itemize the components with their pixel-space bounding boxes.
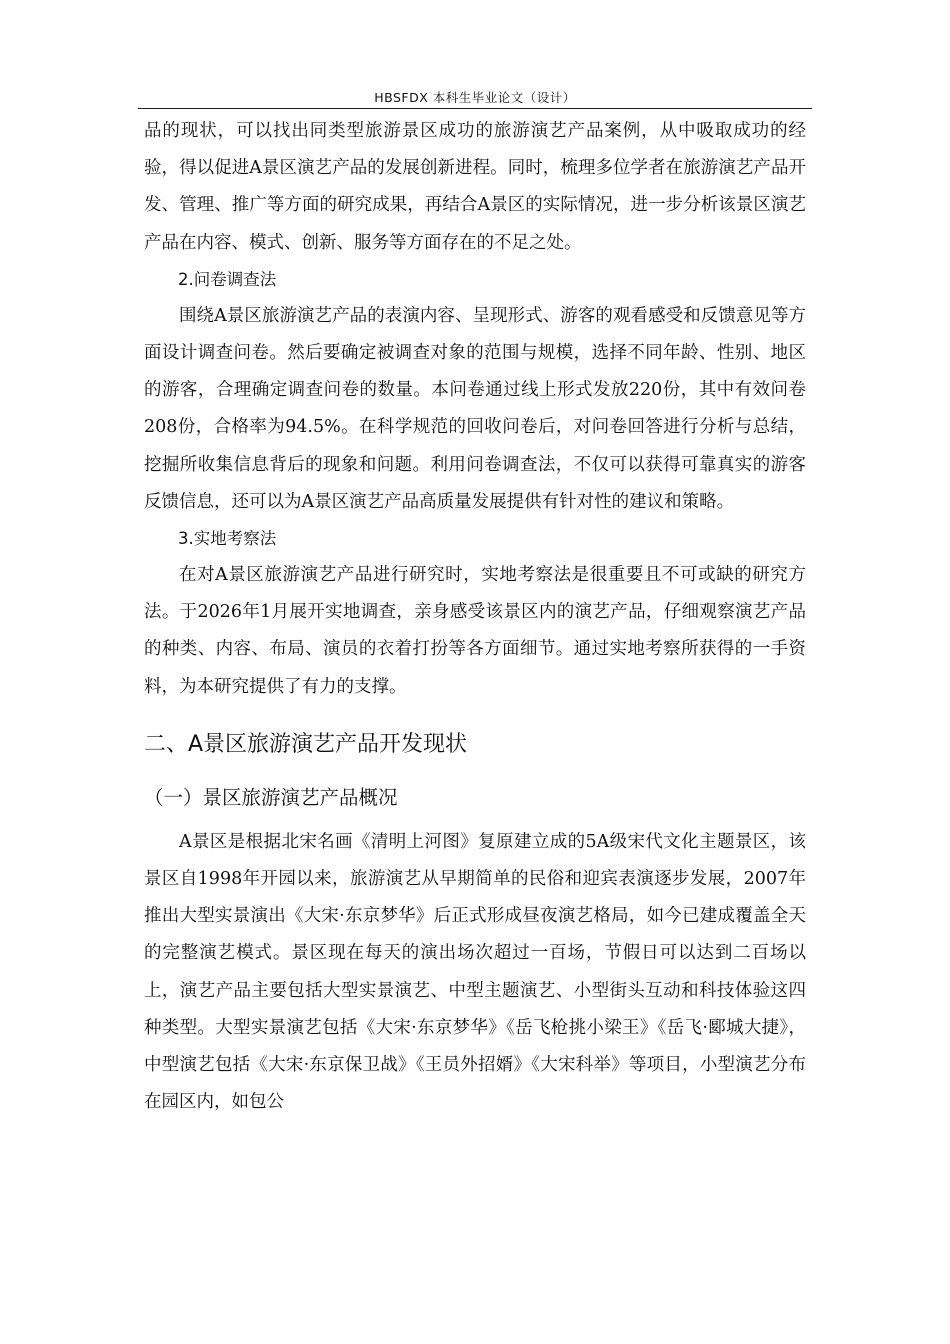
document-body [144, 113, 806, 1121]
method-3-heading: 3.实地考察法 [178, 529, 277, 549]
chapter-2-heading: 二、A景区旅游演艺产品开发现状 [144, 731, 468, 757]
method-2-heading: 2.问卷调查法 [178, 269, 277, 289]
page-header: HBSFDX 本科生毕业论文（设计） [138, 90, 812, 109]
section-1-heading: （一）景区旅游演艺产品概况 [144, 785, 398, 809]
method-2-paragraph: 围绕A景区旅游演艺产品的表演内容、呈现形式、游客的观看感受和反馈意见等方面设计调查问卷。然后要确定被调查对象的范围与规模，选择不同年龄、性别、地区的游客，合理确定调查问卷的数量。本问卷通过线上形式发放220份，其中有效问卷208份，合格率为94.5%。在科学规范的回收问卷后，对问卷回答进行分析与总结，挖掘所收集信息背后的现象和问题。利用问卷调查法，不仅可以获得可靠真实的游客反馈信息，还可以为A景区演艺产品高质量发展提供有针对性的建议和策略。 [144, 305, 806, 512]
section-1-paragraph: A景区是根据北宋名画《清明上河图》复原建立成的5A级宋代文化主题景区，该景区自1998年开园以来，旅游演艺从早期简单的民俗和迎宾表演逐步发展，2007年推出大型实景演出《大宋·东京梦华》后正式形成昼夜演艺格局，如今已建成覆盖全天的完整演艺模式。景区现在每天的演出场次超过一百场，节假日可以达到二百场以上，演艺产品主要包括大型实景演艺、中型主题演艺、小型街头互动和科技体验这四种类型。大型实景演艺包括《大宋·东京梦华》《岳飞枪挑小梁王》《岳飞·郾城大捷》，中型演艺包括《大宋·东京保卫战》《王员外招婿》《大宋科举》等项目，小型演艺分布在园区内，如包公 [144, 831, 806, 1113]
intro-paragraph: 品的现状，可以找出同类型旅游景区成功的旅游演艺产品案例，从中吸取成功的经验，得以促进A景区演艺产品的发展创新进程。同时，梳理多位学者在旅游演艺产品开发、管理、推广等方面的研究成果，再结合A景区的实际情况，进一步分析该景区演艺产品在内容、模式、创新、服务等方面存在的不足之处。 [144, 121, 806, 253]
method-3-paragraph: 在对A景区旅游演艺产品进行研究时，实地考察法是很重要且不可或缺的研究方法。于2026年1月展开实地调查，亲身感受该景区内的演艺产品，仔细观察演艺产品的种类、内容、布局、演员的衣着打扮等各方面细节。通过实地考察所获得的一手资料，为本研究提供了有力的支撑。 [144, 565, 806, 697]
